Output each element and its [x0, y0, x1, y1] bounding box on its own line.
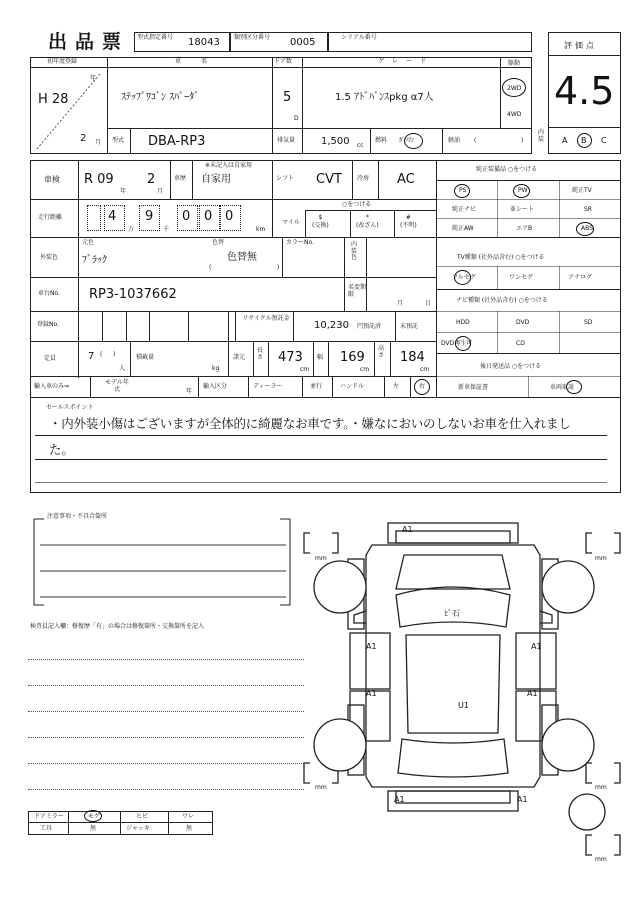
- equip-leather: 革シート: [510, 206, 535, 213]
- name-change-day: 日: [425, 300, 432, 307]
- model-year-unit: 年: [186, 388, 193, 395]
- recycle-unpaid: 未預託: [400, 323, 419, 330]
- capacity-paren-close: ): [113, 351, 116, 358]
- capacity-label: 定員: [44, 355, 57, 362]
- length-value: 473: [278, 350, 303, 365]
- score-value: 4.5: [554, 69, 615, 113]
- diesel-label: 軽油: [448, 137, 461, 144]
- category-label: 類別区分番号: [234, 34, 271, 41]
- first-reg-month-unit: 月: [95, 139, 102, 146]
- damage-mark: A1: [402, 525, 413, 534]
- capacity-paren-open: (: [100, 351, 103, 358]
- car-name-value: ｽﾃｯﾌﾟﾜｺﾞﾝ ｽﾊﾟｰﾀﾞ: [121, 92, 200, 103]
- drive-4wd: 4WD: [507, 111, 522, 118]
- reg-no-label: 登録No.: [37, 321, 59, 328]
- diagram-mm: mm: [595, 856, 607, 863]
- drive-2wd: 2WD: [507, 85, 522, 92]
- fuel-label: 燃料: [375, 137, 388, 144]
- displacement-label: 排気量: [277, 137, 296, 144]
- import-type-label: 輸入区分: [203, 383, 228, 390]
- interior-color-label: 内装色: [351, 241, 358, 262]
- model-code-value: 18043: [188, 37, 220, 48]
- mileage-digit-box: [139, 205, 160, 231]
- equip-header: 純正装備品 ○をつける: [476, 166, 538, 173]
- navi-cd: CD: [516, 340, 525, 347]
- handle-right: 右: [419, 383, 426, 390]
- equip-ps: PS: [459, 187, 467, 194]
- grade-value: 1.5 ｱﾄﾞﾊﾞﾝｽpkg α7人: [335, 92, 434, 103]
- mileage-label: 走行距離: [38, 214, 63, 221]
- fuel-value: ｶﾞｿﾘﾝ: [399, 137, 415, 144]
- name-change-month: 月: [397, 300, 404, 307]
- height-label: 高さ: [378, 345, 385, 359]
- shaken-era: R 09: [84, 172, 114, 187]
- capacity-value: 7: [88, 351, 95, 362]
- sales-line-1: ・内外装小傷はございますが全体的に綺麗なお車です。・嫌なにおいのしないお車を仕入れまし: [49, 416, 571, 431]
- damage-mark: A1: [366, 642, 377, 651]
- damage-mark: A1: [527, 689, 538, 698]
- inspector-label: 検査員記入欄：修復歴「有」の場合は修復箇所・交換箇所を記入: [30, 623, 205, 630]
- damage-mark: A1: [366, 689, 377, 698]
- height-value: 184: [400, 350, 425, 365]
- mirror-hibi: ヒビ: [136, 813, 149, 820]
- type-value: DBA-RP3: [148, 134, 206, 149]
- first-reg-label: 初年度登録: [47, 58, 78, 65]
- meter-opt-exchange: $ (交換): [312, 214, 329, 229]
- navi-dvd-play-mark: [455, 336, 471, 351]
- chassis-label: 車台No.: [38, 290, 60, 297]
- diagram-mm: mm: [595, 784, 607, 791]
- orig-color-value: ﾌﾞﾗｯｸ: [82, 255, 107, 266]
- shift-label: シフト: [276, 175, 295, 182]
- diagram-mm: mm: [315, 555, 327, 562]
- mileage-sen: 千: [163, 226, 170, 233]
- equip-sr: SR: [584, 206, 592, 213]
- sales-label: セールスポイント: [46, 404, 94, 411]
- equip-navi: 純正ナビ: [452, 206, 477, 213]
- history-label: 車歴: [174, 175, 187, 182]
- mileage-digit: 4: [108, 209, 117, 224]
- tv-analog: アナログ: [568, 274, 593, 281]
- mirror-label: ドアミラー: [34, 813, 64, 820]
- mileage-digit: 0: [225, 209, 234, 224]
- length-label: 長さ: [257, 347, 264, 361]
- load-label: 積載量: [136, 354, 155, 361]
- car-name-label: 車名: [175, 58, 228, 65]
- tv-oneseg: ワンセグ: [509, 274, 534, 281]
- first-reg-era: H 28: [38, 92, 69, 107]
- length-unit: cm: [300, 366, 310, 373]
- width-label: 幅: [317, 354, 324, 361]
- mileage-digit: 9: [145, 209, 154, 224]
- load-unit: kg: [212, 365, 220, 372]
- shaken-label: 車検: [44, 175, 60, 184]
- mileage-digit: 0: [204, 209, 213, 224]
- dealer-option: ディーラー: [253, 383, 283, 390]
- handle-label: ハンドル: [340, 383, 365, 390]
- equip-tv: 純正TV: [572, 187, 592, 194]
- diagram-mm: mm: [315, 784, 327, 791]
- color-no-label: カラーNo.: [286, 239, 314, 246]
- doors-label: ドア数: [274, 58, 292, 65]
- tool-value: 無: [90, 825, 97, 832]
- mileage-digit: 0: [182, 209, 191, 224]
- color-change-paren-close: ): [277, 264, 280, 271]
- fuel-selected-mark: [404, 133, 423, 149]
- import-label: 輸入車のみ⇒: [34, 383, 70, 390]
- door-type: D: [294, 115, 299, 122]
- mirror-ware: ワレ: [182, 813, 195, 820]
- type-label: 型式: [112, 137, 125, 144]
- interior-b: B: [581, 136, 587, 145]
- jack-label: ジャッキ: [126, 825, 150, 832]
- tv-header: TV種類 (社外品含む) ○をつける: [457, 254, 545, 261]
- score-label: 評価点: [564, 41, 597, 50]
- ac-value: AC: [397, 172, 415, 187]
- navi-header: ナビ種類 (社外品含む) ○をつける: [456, 297, 548, 304]
- mileage-digit-box: [220, 205, 241, 231]
- handle-left: 左: [393, 383, 400, 390]
- serial-label: シリアル番号: [341, 34, 377, 41]
- mileage-digit-box: [199, 205, 220, 231]
- page-title: 出品票: [48, 31, 130, 53]
- equip-pw: PW: [518, 187, 528, 194]
- capacity-unit: 人: [119, 365, 126, 372]
- shaken-month: 2: [147, 172, 156, 187]
- equip-airbag: エアB: [516, 225, 533, 232]
- dims-label: 諸元: [233, 354, 246, 361]
- drive-label: 駆動: [508, 60, 521, 67]
- tv-fullseg: フルセグ: [452, 274, 476, 281]
- interior-label: 内装: [538, 129, 545, 143]
- interior-a: A: [562, 136, 568, 145]
- notes-label: 注意事項・不具合箇所: [47, 513, 108, 520]
- car-damage-diagram: [300, 515, 635, 870]
- mileage-digit-box: [177, 205, 198, 231]
- damage-mark: A1: [531, 642, 542, 651]
- sales-line-2: た。: [49, 442, 75, 457]
- diesel-paren-open: (: [474, 137, 477, 144]
- damage-mark: U1: [458, 701, 469, 710]
- tv-fullseg-mark: [454, 270, 471, 285]
- model-code-label: 型式指定番号: [137, 34, 174, 41]
- navi-dvd-play: DVD再生可: [441, 340, 473, 347]
- mirror-selected-mark: [84, 810, 102, 822]
- color-change-paren-open: (: [209, 264, 212, 271]
- meter-opt-unknown: # (不明): [400, 214, 417, 229]
- recycle-label: リサイクル預託金: [242, 315, 290, 322]
- drive-selected-mark: [502, 78, 526, 97]
- mileage-km: km: [256, 226, 266, 233]
- interior-selected-mark: [577, 133, 592, 148]
- equip-aw: 純正AW: [452, 225, 474, 232]
- meter-header: ○をつける: [342, 201, 372, 208]
- equip-abs: ABS: [581, 225, 593, 232]
- damage-mark: A1: [517, 795, 528, 804]
- mileage-digit-box: [87, 205, 101, 231]
- recycle-unit: 円預託済: [357, 323, 382, 330]
- model-year-label: モデル年式: [105, 379, 129, 394]
- diesel-paren-close: ): [521, 137, 524, 144]
- displacement-value: 1,500: [321, 136, 350, 147]
- equip-abs-mark: [576, 222, 594, 236]
- width-value: 169: [340, 350, 365, 365]
- mirror-value: モゲ: [88, 813, 101, 820]
- equip-ps-mark: [454, 184, 470, 198]
- notes-bracket: [28, 515, 296, 611]
- chassis-value: RP3-1037662: [89, 287, 177, 302]
- interior-c: C: [601, 136, 607, 145]
- orig-color-label: 元色: [82, 239, 95, 246]
- displacement-unit: cc: [357, 142, 364, 149]
- color-change-label: 色替: [212, 239, 225, 246]
- name-change-label: 名変期限: [348, 284, 367, 299]
- ac-label: 冷房: [357, 175, 370, 182]
- first-reg-month: 2: [80, 133, 87, 144]
- history-value: 自家用: [201, 174, 231, 185]
- parallel-option: 並行: [310, 383, 323, 390]
- navi-sd: SD: [584, 319, 593, 326]
- damage-mark: A1: [394, 795, 405, 804]
- grade-label: グレード: [378, 58, 435, 65]
- later-warranty: 新車保証書: [458, 384, 489, 391]
- damage-mark: ﾋﾞ石: [444, 609, 460, 618]
- first-reg-year-unit: 年: [90, 75, 97, 82]
- meter-opt-tamper: * (改ざん): [356, 214, 379, 229]
- equip-pw-mark: [513, 184, 530, 198]
- later-manual-mark: [566, 380, 582, 394]
- mile-label: マイル: [282, 219, 300, 226]
- later-header: 後日発送品 ○をつける: [480, 363, 542, 370]
- handle-selected-mark: [414, 379, 430, 395]
- shaken-month-unit: 月: [157, 188, 164, 195]
- shaken-year-unit: 年: [120, 188, 127, 195]
- jack-value: 無: [186, 825, 193, 832]
- later-manual: 車両取説: [550, 384, 575, 391]
- color-change-value: 色替無: [227, 252, 257, 263]
- doors-value: 5: [283, 90, 292, 105]
- tool-label: 工具: [40, 825, 53, 832]
- mileage-digit-box: [104, 205, 125, 231]
- width-unit: cm: [360, 366, 370, 373]
- height-unit: cm: [420, 366, 430, 373]
- navi-dvd: DVD: [516, 319, 530, 326]
- mileage-man: 万: [128, 226, 135, 233]
- recycle-value: 10,230: [314, 320, 349, 331]
- navi-hdd: HDD: [456, 319, 470, 326]
- shift-value: CVT: [316, 172, 342, 187]
- color-label: 外装色: [40, 254, 59, 261]
- category-value: 0005: [290, 37, 316, 48]
- history-note: ※未記入は自家用: [205, 162, 253, 169]
- diagram-mm: mm: [595, 555, 607, 562]
